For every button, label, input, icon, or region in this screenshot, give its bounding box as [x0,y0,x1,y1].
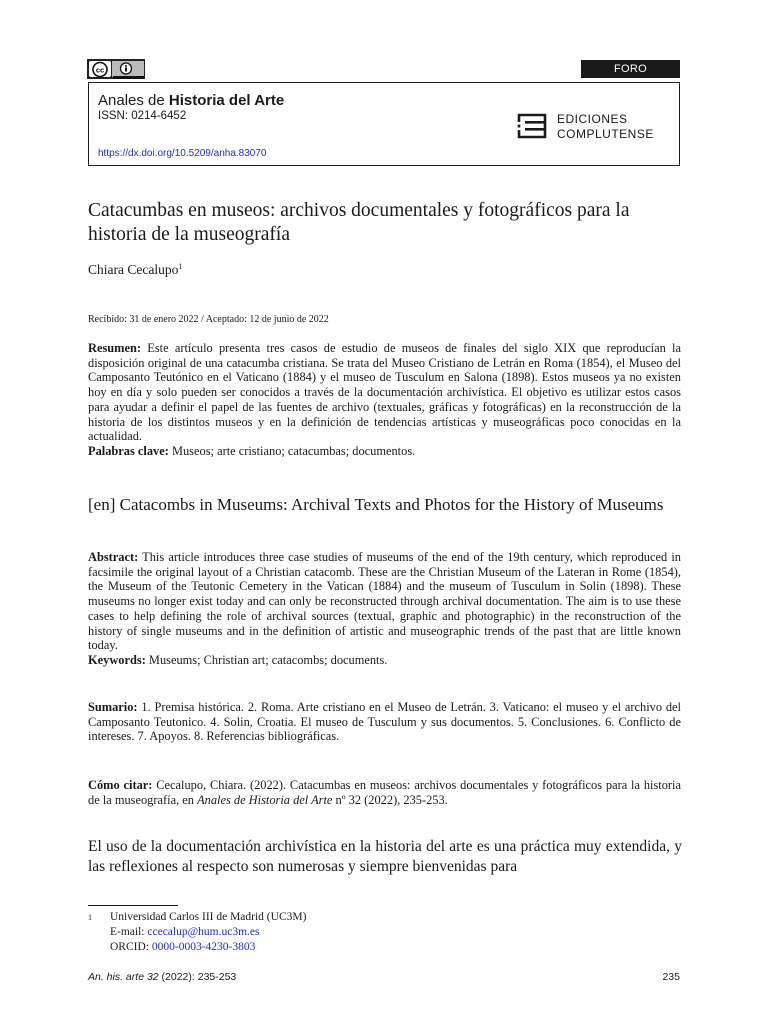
running-footer [88,971,236,983]
citation-journal: Anales de Historia del Arte [197,792,333,807]
orcid-link[interactable]: 0000-0003-4230-3803 [151,941,256,953]
received-accepted-dates: Recibido: 31 de enero 2022 / Aceptado: 12 de junio de 2022 [88,314,329,325]
author-name-text: Chiara Cecalupo [88,262,179,277]
footer-journal-abbr: An. his. arte 32 [88,971,159,983]
svg-text:cc: cc [95,65,105,75]
keywords-en-text: Museums; Christian art; catacombs; documents. [145,652,388,667]
orcid-label: ORCID: [110,941,152,953]
footnote-affiliation: Universidad Carlos III de Madrid (UC3M) [110,911,307,923]
how-to-cite [88,778,681,807]
abstract-spanish [88,341,681,459]
citation-label: Cómo citar: [88,778,153,792]
citation-text-after: nº 32 (2022), 235-253. [332,792,448,807]
keywords-label: Palabras clave: [88,443,169,458]
citation-text-before: Cecalupo, Chiara. (2022). Catacumbas en museos: archivos documentales y fotográficos para la historia de la museografía, en [88,778,681,807]
summary-label: Sumario: [88,700,138,714]
body-paragraph: El uso de la documentación archivística en la historia del arte es una práctica muy extendida, y las reflexiones al respecto son numerosas y siempre bienvenidas para [88,838,682,875]
footnote-divider [88,905,178,906]
publisher-name [557,112,654,142]
keywords-line-spanish [88,444,681,459]
page-number: 235 [662,971,680,983]
summary-text: 1. Premisa histórica. 2. Roma. Arte cristiano en el Museo de Letrán. 3. Vaticano: el museo y el archivo del Camposanto Teutonico. 4. Solin, Croatia. El museo de Tusculum y sus documentos. 5. Conclusiones. 6. Conflicto de intereses. 7. Apoyos. 8. Referencias bibliográficas. [88,700,681,744]
abstract-label: Resumen: [88,341,141,355]
email-label: E-mail: [110,926,148,938]
doi-link[interactable]: https://dx.doi.org/10.5209/anha.83070 [98,148,267,159]
journal-name [98,92,284,109]
publisher-name-line1: EDICIONES [557,112,628,126]
email-link[interactable]: ccecalup@hum.uc3m.es [147,926,260,938]
keywords-line-english [88,653,681,668]
keywords-en-label: Keywords: [88,652,146,667]
abstract-english [88,550,681,668]
journal-header-box [88,82,680,166]
author-footnote-marker[interactable]: 1 [178,262,183,271]
footnote-email-line [110,925,306,940]
creative-commons-by-icon [87,59,145,79]
journal-name-bold: Historia del Arte [168,92,285,109]
publisher-name-line2: COMPLUTENSE [557,127,654,141]
footnote-orcid-line [110,940,306,955]
journal-issn: ISSN: 0214-6452 [98,110,187,122]
abstract-en-text: This article introduces three case studies of museums of the end of the 19th century, which reproduced in facsimile the original layout of a Christian catacomb. These are the Christian Museum of the Lateran in Rome (1854), the Museum of the Teutonic Cemetery in the Vatican (1884) and the museum of Tusculum in Solin (1898). These museums no longer exist today and can only be reconstructed through archival documentation. The aim is to use these cases to help defining the role of archival sources (textual, graphic and photographic) in the reconstruction of the history of single museums and in the definition of artistic and museographic trends of the past that are little known today. [88,550,681,653]
keywords-text: Museos; arte cristiano; catacumbas; documentos. [168,443,416,458]
summary [88,700,681,744]
article-title: Catacumbas en museos: archivos documentales y fotográficos para la historia de la museografía [88,200,630,245]
abstract-text: Este artículo presenta tres casos de estudio de museos de finales del siglo XIX que reproducían la disposición original de una catacumba cristiana. Se trata del Museo Cristiano de Letrán en Roma (1854), el Museo del Camposanto Teutónico en el Vaticano (1884) y el museo de Tusculum en Salona (1898). Estos museos ya no existen hoy en día y solo pueden ser conocidos a través de la documentación archivística. El objetivo es utilizar estos casos para ayudar a definir el papel de las fuentes de archivo (textuales, gráficas y fotográficas) en la reconstrucción de la historia de los distintos museos y en la definición de tendencias artísticas y museográficas poco conocidas en la actualidad. [88,341,681,444]
footnote-number: 1 [88,913,92,922]
english-title: [en] Catacombs in Museums: Archival Texts and Photos for the History of Museums [88,495,664,514]
abstract-en-label: Abstract: [88,550,139,564]
author-name [88,262,182,278]
publisher-logo-icon [517,113,547,139]
journal-name-prefix: Anales de [98,92,169,109]
footer-year-pages: (2022): 235-253 [158,971,237,983]
section-label: FORO [581,60,680,78]
